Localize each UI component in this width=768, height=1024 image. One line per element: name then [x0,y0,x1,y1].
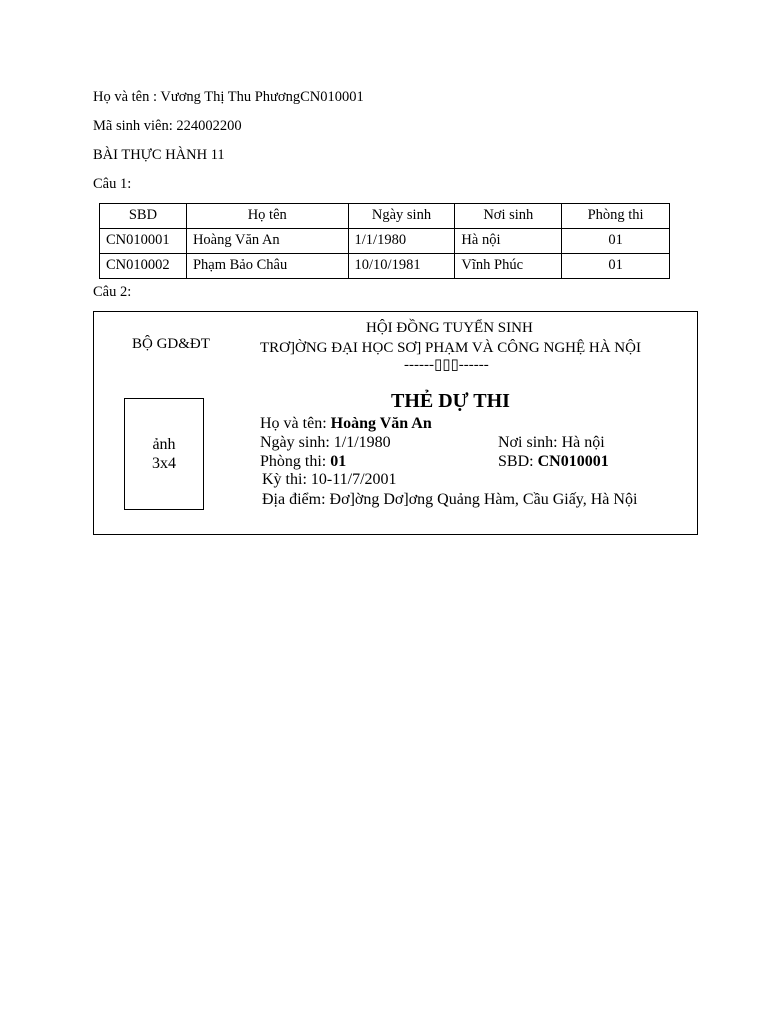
question-2-label: Câu 2: [93,284,132,300]
council-label: HỘI ĐỒNG TUYỂN SINH [366,320,533,336]
exam-location-label: Địa điểm: [262,491,330,508]
candidate-room-value: 01 [330,453,347,470]
cell-dob: 10/10/1981 [348,254,455,279]
column-header-dob: Ngày sinh [348,204,455,229]
cell-sbd: CN010001 [100,229,187,254]
assignment-title: BÀI THỰC HÀNH 11 [93,147,225,163]
candidate-name [260,414,432,433]
exam-location [262,490,637,509]
candidate-dob [260,433,391,452]
candidate-sbd-label: SBD: [498,453,538,470]
photo-placeholder [124,398,204,510]
table-row [100,229,670,254]
candidate-dob-label: Ngày sinh: [260,434,334,451]
candidate-name-value: Hoàng Văn An [330,415,432,432]
header-divider: ------▯▯▯------ [404,357,489,373]
exam-results-table [99,203,670,279]
cell-dob: 1/1/1980 [348,229,455,254]
cell-room: 01 [562,254,670,279]
exam-location-value: Đơ]ờng Dơ]ơng Quảng Hàm, Cầu Giấy, Hà Nội [329,491,638,508]
candidate-room-label: Phòng thi: [260,453,331,470]
photo-label-line2: 3x4 [152,455,176,472]
question-1-label: Câu 1: [93,176,132,192]
card-title: THẺ DỰ THI [391,390,510,412]
column-header-name: Họ tên [186,204,348,229]
candidate-room [260,452,346,471]
cell-pob: Hà nội [455,229,562,254]
candidate-sbd-value: CN010001 [537,453,609,470]
table-header-row [100,204,670,229]
candidate-sbd [498,452,609,471]
column-header-pob: Nơi sinh [455,204,562,229]
cell-sbd: CN010002 [100,254,187,279]
candidate-pob-value: Hà nội [561,434,605,451]
exam-admission-card [93,311,698,535]
student-name-line: Họ và tên : Vương Thị Thu PhươngCN010001 [93,89,364,105]
table-row [100,254,670,279]
cell-name: Hoàng Văn An [186,229,348,254]
cell-name: Phạm Bảo Châu [186,254,348,279]
candidate-pob [498,433,605,452]
exam-dates-value: 10-11/7/2001 [310,471,397,488]
candidate-pob-label: Nơi sinh: [498,434,562,451]
school-label: TRƠ]ỜNG ĐẠI HỌC SƠ] PHẠM VÀ CÔNG NGHỆ HÀ NỘI [260,340,641,356]
photo-label-line1: ảnh [152,436,176,453]
student-id-line: Mã sinh viên: 224002200 [93,118,242,134]
column-header-sbd: SBD [100,204,187,229]
ministry-label: BỘ GD&ĐT [132,336,210,352]
cell-room: 01 [562,229,670,254]
column-header-room: Phòng thi [562,204,670,229]
cell-pob: Vĩnh Phúc [455,254,562,279]
candidate-dob-value: 1/1/1980 [333,434,391,451]
candidate-name-label: Họ và tên: [260,415,331,432]
exam-dates-label: Kỳ thi: [262,471,311,488]
exam-dates [262,470,397,489]
